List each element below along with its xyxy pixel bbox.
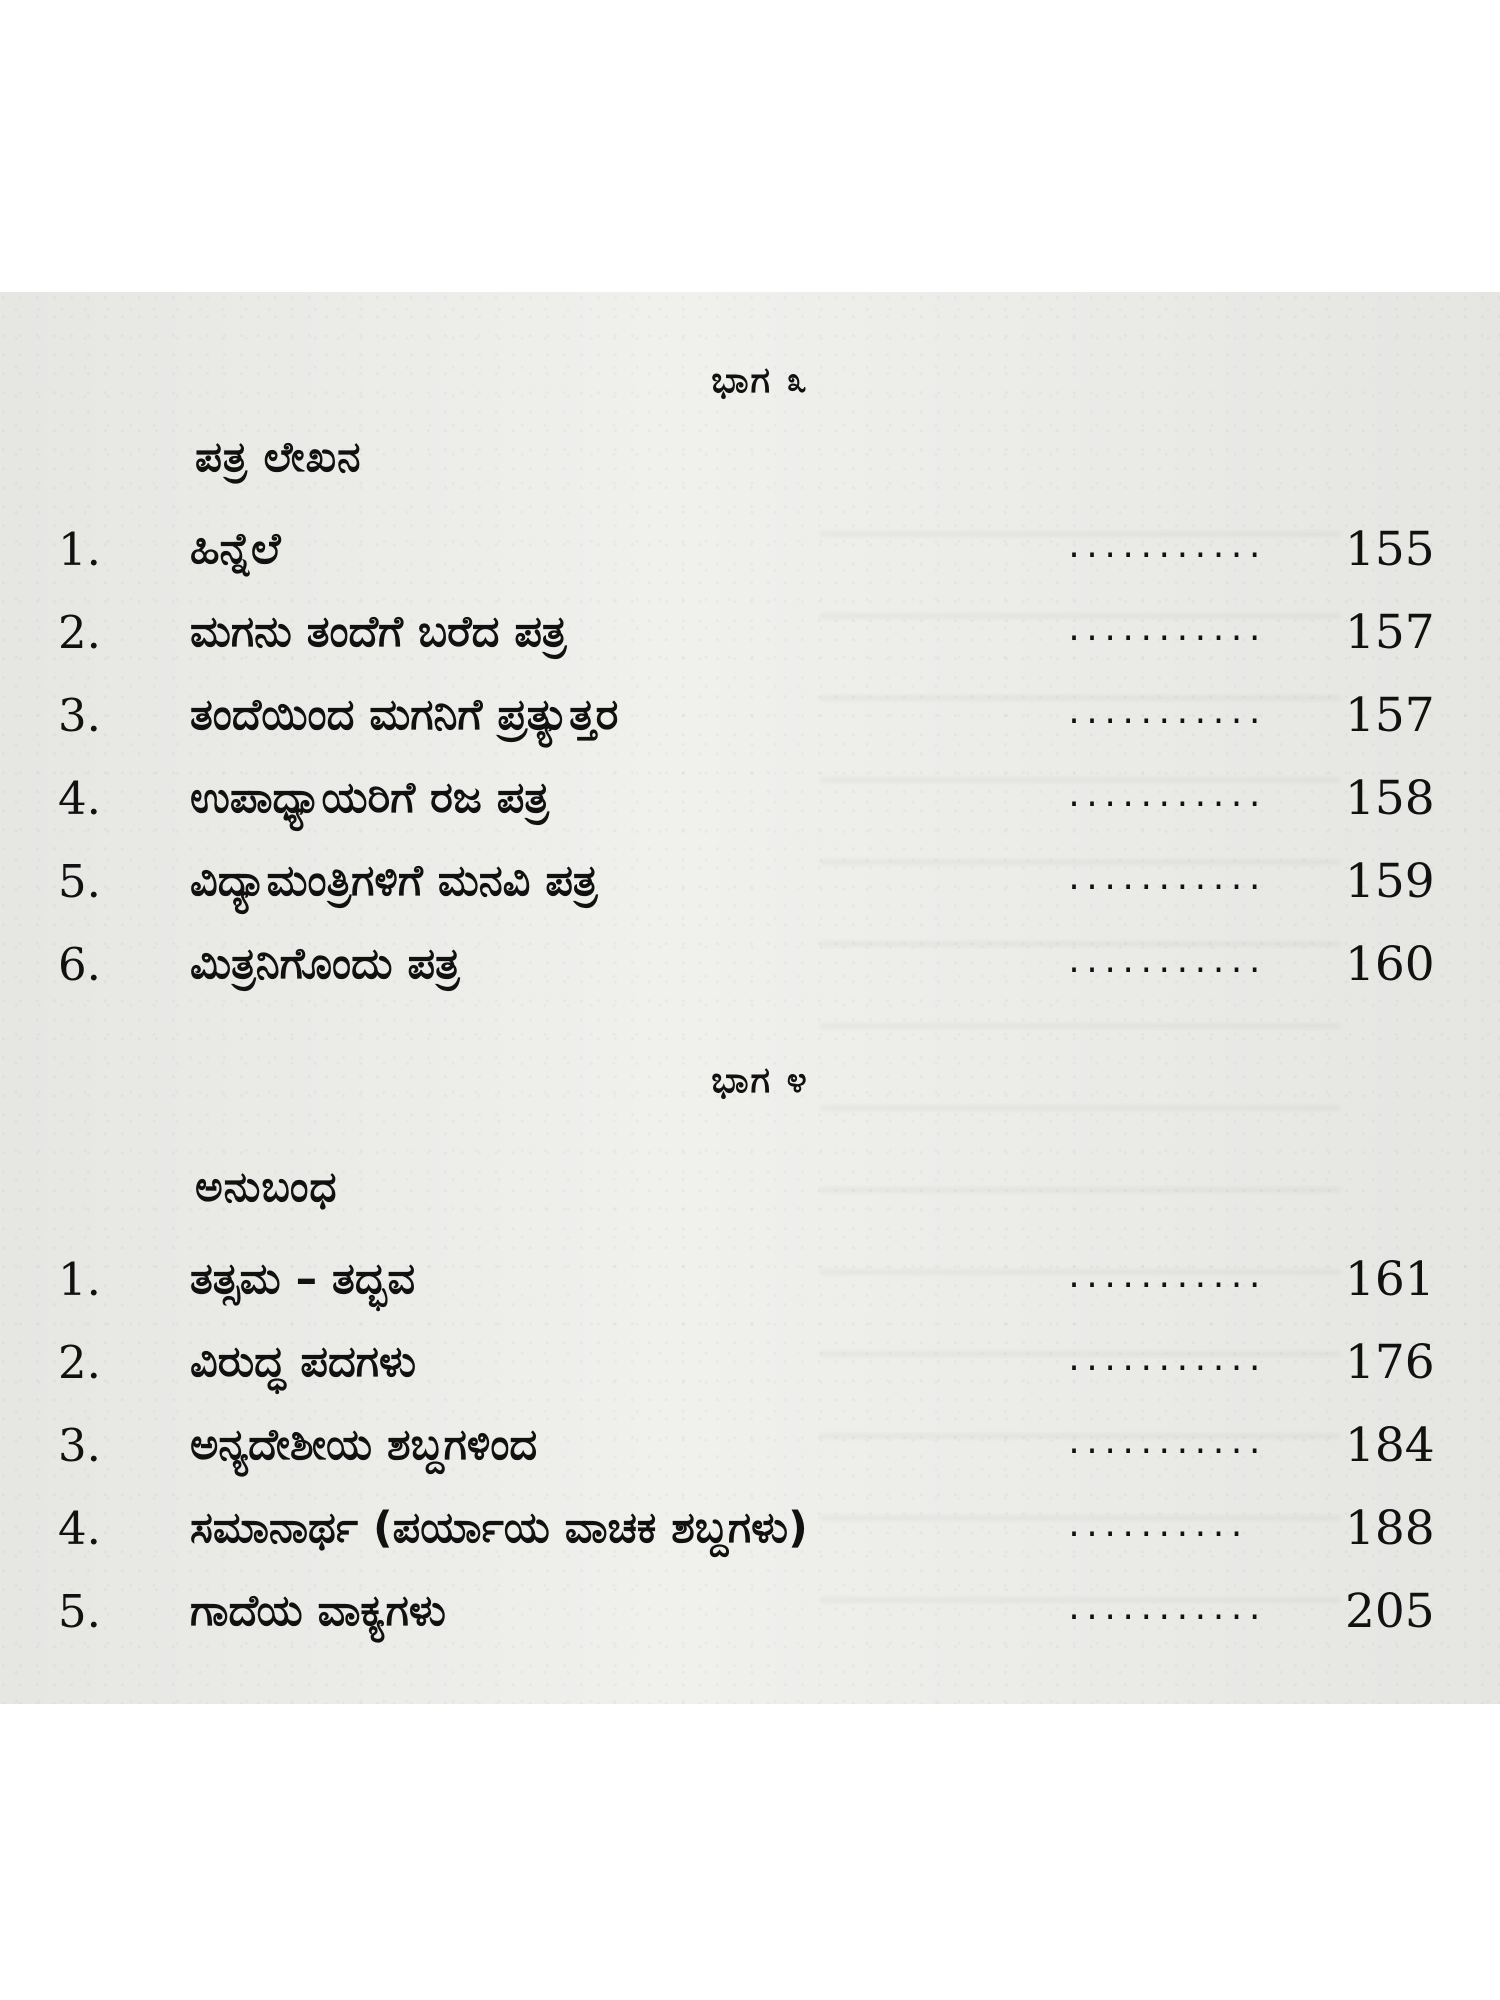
entry-number: 1. [58, 523, 101, 576]
toc-entry [0, 518, 1500, 601]
toc-entry [0, 1497, 1500, 1580]
entry-title: ಗಾದೆಯ ವಾಕ್ಯಗಳು [190, 1586, 446, 1636]
toc-entry [0, 933, 1500, 1016]
toc-entry [0, 1580, 1500, 1663]
entry-number: 4. [58, 1502, 101, 1555]
toc-entry [0, 1414, 1500, 1497]
entry-title: ಉಪಾಧ್ಯಾಯರಿಗೆ ರಜ ಪತ್ರ [190, 773, 549, 823]
toc-entry [0, 850, 1500, 933]
entry-number: 2. [58, 606, 101, 659]
entry-number: 1. [58, 1253, 101, 1306]
entry-number: 3. [58, 1419, 101, 1472]
toc-entry [0, 684, 1500, 767]
dot-leader: ........... [1065, 530, 1264, 565]
entry-number: 6. [58, 938, 101, 991]
entry-title: ಸಮಾನಾರ್ಥ (ಪರ್ಯಾಯ ವಾಚಕ ಶಬ್ದಗಳು) [190, 1503, 808, 1553]
scanned-contents-page [0, 292, 1500, 1704]
entry-page-number: 155 [1345, 522, 1435, 577]
entry-page-number: 184 [1345, 1418, 1435, 1473]
entry-title: ತತ್ಸಮ – ತದ್ಭವ [190, 1254, 416, 1304]
entry-page-number: 157 [1345, 688, 1435, 743]
entry-title: ಮಗನು ತಂದೆಗೆ ಬರೆದ ಪತ್ರ [190, 607, 567, 657]
entry-title: ಹಿನ್ನೆಲೆ [190, 524, 281, 574]
entry-page-number: 158 [1345, 771, 1435, 826]
entry-number: 5. [58, 855, 101, 908]
dot-leader: ........... [1065, 613, 1264, 648]
toc-entry [0, 1331, 1500, 1414]
entry-title: ವಿರುದ್ಧ ಪದಗಳು [190, 1337, 417, 1387]
entry-page-number: 157 [1345, 605, 1435, 660]
dot-leader: ........... [1065, 696, 1264, 731]
entry-number: 2. [58, 1336, 101, 1389]
part-3-contents-list [0, 518, 1500, 1016]
dot-leader: ........... [1065, 1260, 1264, 1295]
toc-entry [0, 601, 1500, 684]
dot-leader: ........... [1065, 1426, 1264, 1461]
entry-page-number: 176 [1345, 1335, 1435, 1390]
entry-page-number: 188 [1345, 1501, 1435, 1556]
entry-page-number: 160 [1345, 937, 1435, 992]
entry-page-number: 205 [1345, 1584, 1435, 1639]
toc-entry [0, 1248, 1500, 1331]
entry-number: 3. [58, 689, 101, 742]
entry-title: ಅನ್ಯದೇಶೀಯ ಶಬ್ದಗಳಿಂದ [190, 1420, 538, 1470]
entry-number: 5. [58, 1585, 101, 1638]
entry-title: ತಂದೆಯಿಂದ ಮಗನಿಗೆ ಪ್ರತ್ಯುತ್ತರ [190, 690, 619, 740]
dot-leader: ........... [1065, 779, 1264, 814]
toc-entry [0, 767, 1500, 850]
entry-page-number: 161 [1345, 1252, 1435, 1307]
appendix-subheading: ಅನುಬಂಧ [195, 1162, 338, 1211]
part-3-heading: ಭಾಗ ೩ [711, 360, 809, 401]
dot-leader: ........... [1065, 1343, 1264, 1378]
entry-page-number: 159 [1345, 854, 1435, 909]
dot-leader: ........... [1065, 1592, 1264, 1627]
part-4-contents-list [0, 1248, 1500, 1663]
entry-title: ಮಿತ್ರನಿಗೊಂದು ಪತ್ರ [190, 939, 460, 989]
dot-leader: .......... [1065, 1509, 1246, 1544]
part-4-heading: ಭಾಗ ೪ [711, 1060, 809, 1101]
dot-leader: ........... [1065, 862, 1264, 897]
entry-title: ವಿದ್ಯಾಮಂತ್ರಿಗಳಿಗೆ ಮನವಿ ಪತ್ರ [190, 856, 598, 906]
letter-writing-subheading: ಪತ್ರ ಲೇಖನ [195, 432, 362, 481]
entry-number: 4. [58, 772, 101, 825]
dot-leader: ........... [1065, 945, 1264, 980]
